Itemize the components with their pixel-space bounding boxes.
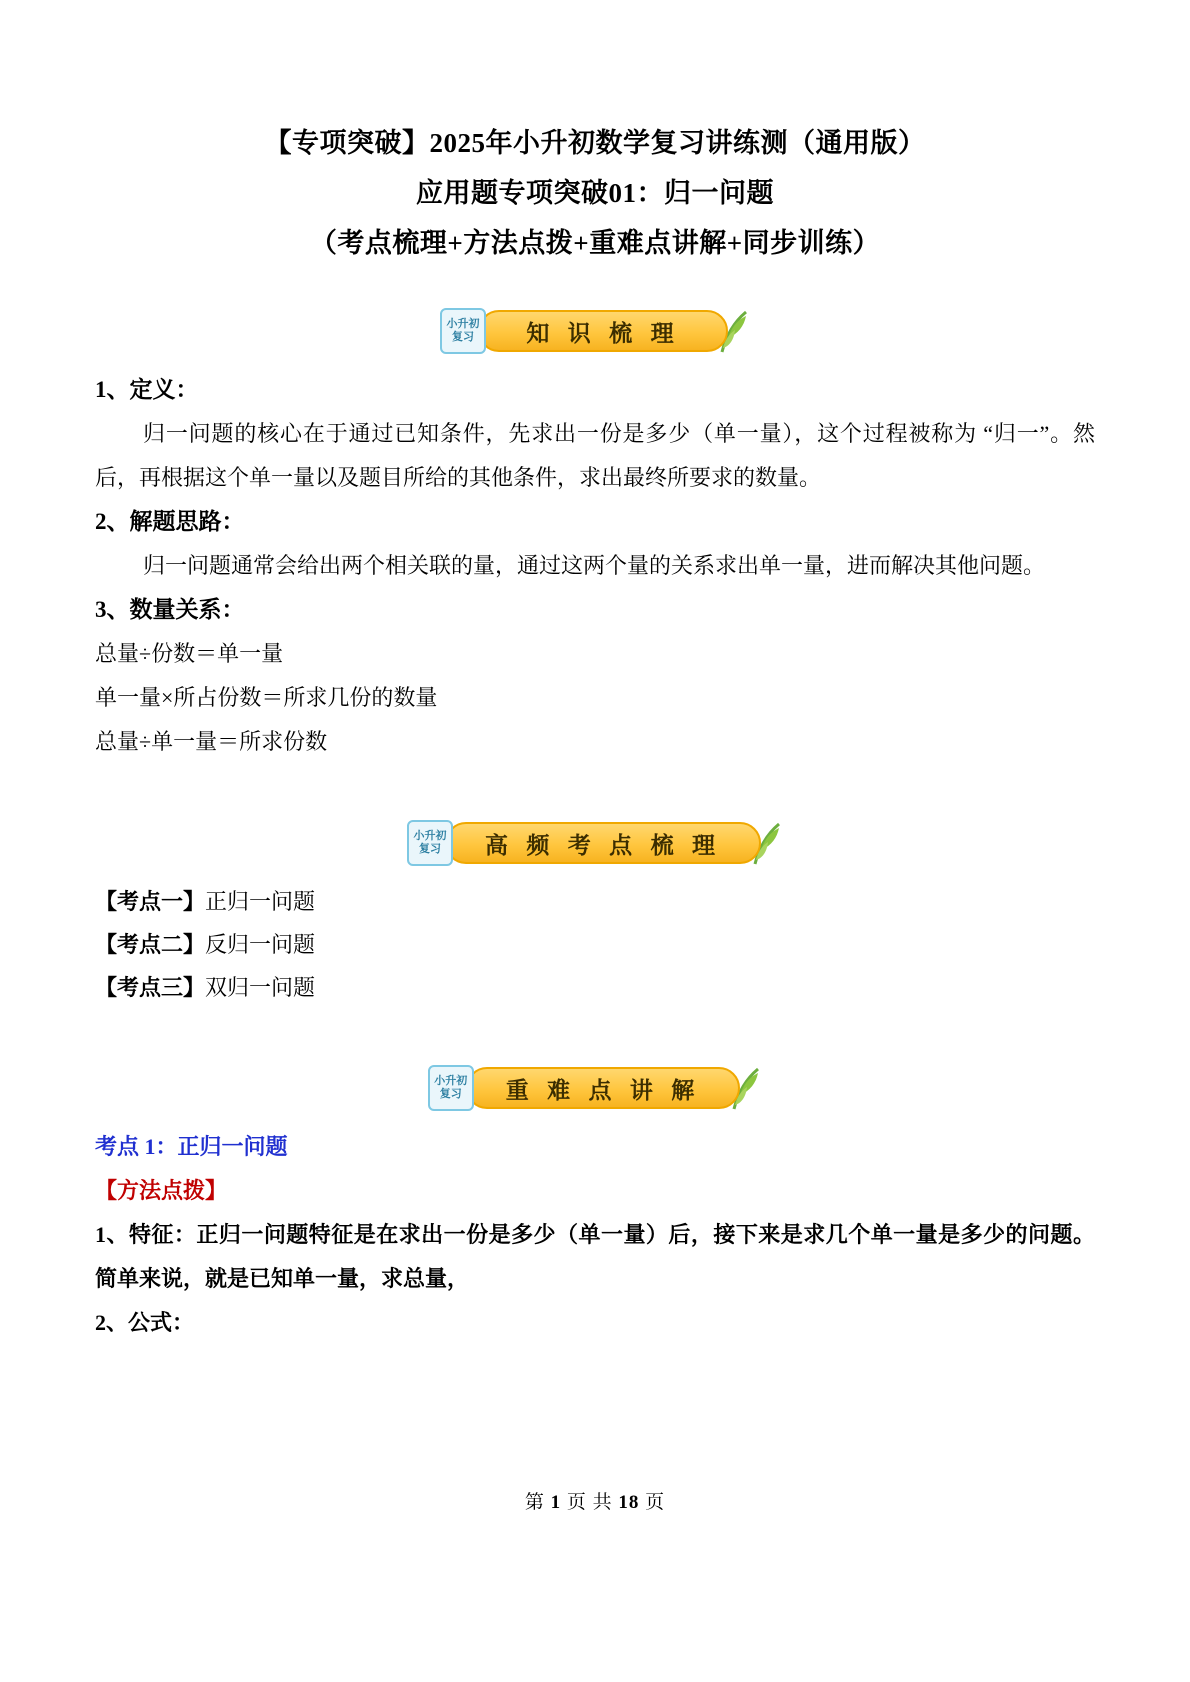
- definition-body: 归一问题的核心在于通过已知条件，先求出一份是多少（单一量），这个过程被称为 “归一”。然后，再根据这个单一量以及题目所给的其他条件，求出最终所要求的数量。: [95, 421, 1095, 490]
- page-title-line-2: 应用题专项突破01：归一问题: [416, 178, 774, 208]
- list-item: [95, 880, 1095, 923]
- method-tag: 【方法点拨】: [95, 1178, 228, 1203]
- keypoint-heading: 考点 1：正归一问题: [95, 1134, 288, 1159]
- relation-formula-2: 单一量×所占份数＝所求几份的数量: [95, 685, 438, 710]
- definition-heading: 1、定义：: [95, 377, 199, 402]
- kaodian-text-2: 反归一问题: [205, 932, 316, 957]
- kaodian-tag-3: 【考点三】: [95, 975, 206, 1000]
- banner-keypoints: [95, 1065, 1095, 1111]
- banner-keypoints-label: 重 难 点 讲 解: [466, 1067, 741, 1109]
- kaodian-tag-1: 【考点一】: [95, 889, 206, 914]
- footer-middle: 页 共: [566, 1492, 613, 1513]
- spacer: [95, 1111, 1095, 1125]
- footer-prefix: 第: [524, 1492, 545, 1513]
- footer-total-pages: 18: [618, 1492, 640, 1513]
- footer-suffix: 页: [645, 1492, 666, 1513]
- banner-knowledge-label: 知 识 梳 理: [478, 310, 728, 352]
- badge-line-1: 小升初: [413, 830, 447, 842]
- badge-line-2: 复习: [452, 331, 474, 343]
- list-item: [95, 923, 1095, 966]
- kaodian-tag-2: 【考点二】: [95, 932, 206, 957]
- approach-heading: 2、解题思路：: [95, 509, 245, 534]
- banner-knowledge: [95, 308, 1095, 354]
- badge-line-2: 复习: [439, 1088, 462, 1100]
- spacer: [95, 1009, 1095, 1065]
- relation-formula-3: 总量÷单一量＝所求份数: [95, 729, 328, 754]
- banner-highfreq-label: 高 频 考 点 梳 理: [445, 822, 761, 864]
- badge-xiaoshengchu-icon: [407, 820, 453, 866]
- footer-page-number: 1: [550, 1492, 562, 1513]
- kaodian-text-1: 正归一问题: [205, 889, 316, 914]
- kaodian-text-3: 双归一问题: [205, 975, 316, 1000]
- list-item: [95, 966, 1095, 1009]
- page-title-line-1: 【专项突破】2025年小升初数学复习讲练测（通用版）: [264, 128, 926, 158]
- spacer: [95, 764, 1095, 820]
- badge-xiaoshengchu-icon: [428, 1065, 474, 1111]
- badge-xiaoshengchu-icon: [440, 308, 486, 354]
- relation-formula-1: 总量÷份数＝单一量: [95, 641, 284, 666]
- badge-line-2: 复习: [419, 843, 442, 855]
- spacer: [95, 268, 1095, 308]
- page-footer: [0, 1487, 1190, 1514]
- method-line-2: 2、公式：: [95, 1310, 195, 1335]
- approach-body: 归一问题通常会给出两个相关联的量，通过这两个量的关系求出单一量，进而解决其他问题。: [143, 553, 1046, 578]
- badge-line-1: 小升初: [446, 318, 480, 330]
- badge-line-1: 小升初: [434, 1075, 468, 1087]
- banner-highfreq: [95, 820, 1095, 866]
- spacer: [95, 866, 1095, 880]
- quantity-relation-heading: 3、数量关系：: [95, 597, 245, 622]
- spacer: [95, 354, 1095, 368]
- method-line-1: 1、特征：正归一问题特征是在求出一份是多少（单一量）后，接下来是求几个单一量是多少的问题。简单来说，就是已知单一量，求总量，: [95, 1222, 1095, 1291]
- page-title-line-3: （考点梳理+方法点拨+重难点讲解+同步训练）: [309, 228, 881, 258]
